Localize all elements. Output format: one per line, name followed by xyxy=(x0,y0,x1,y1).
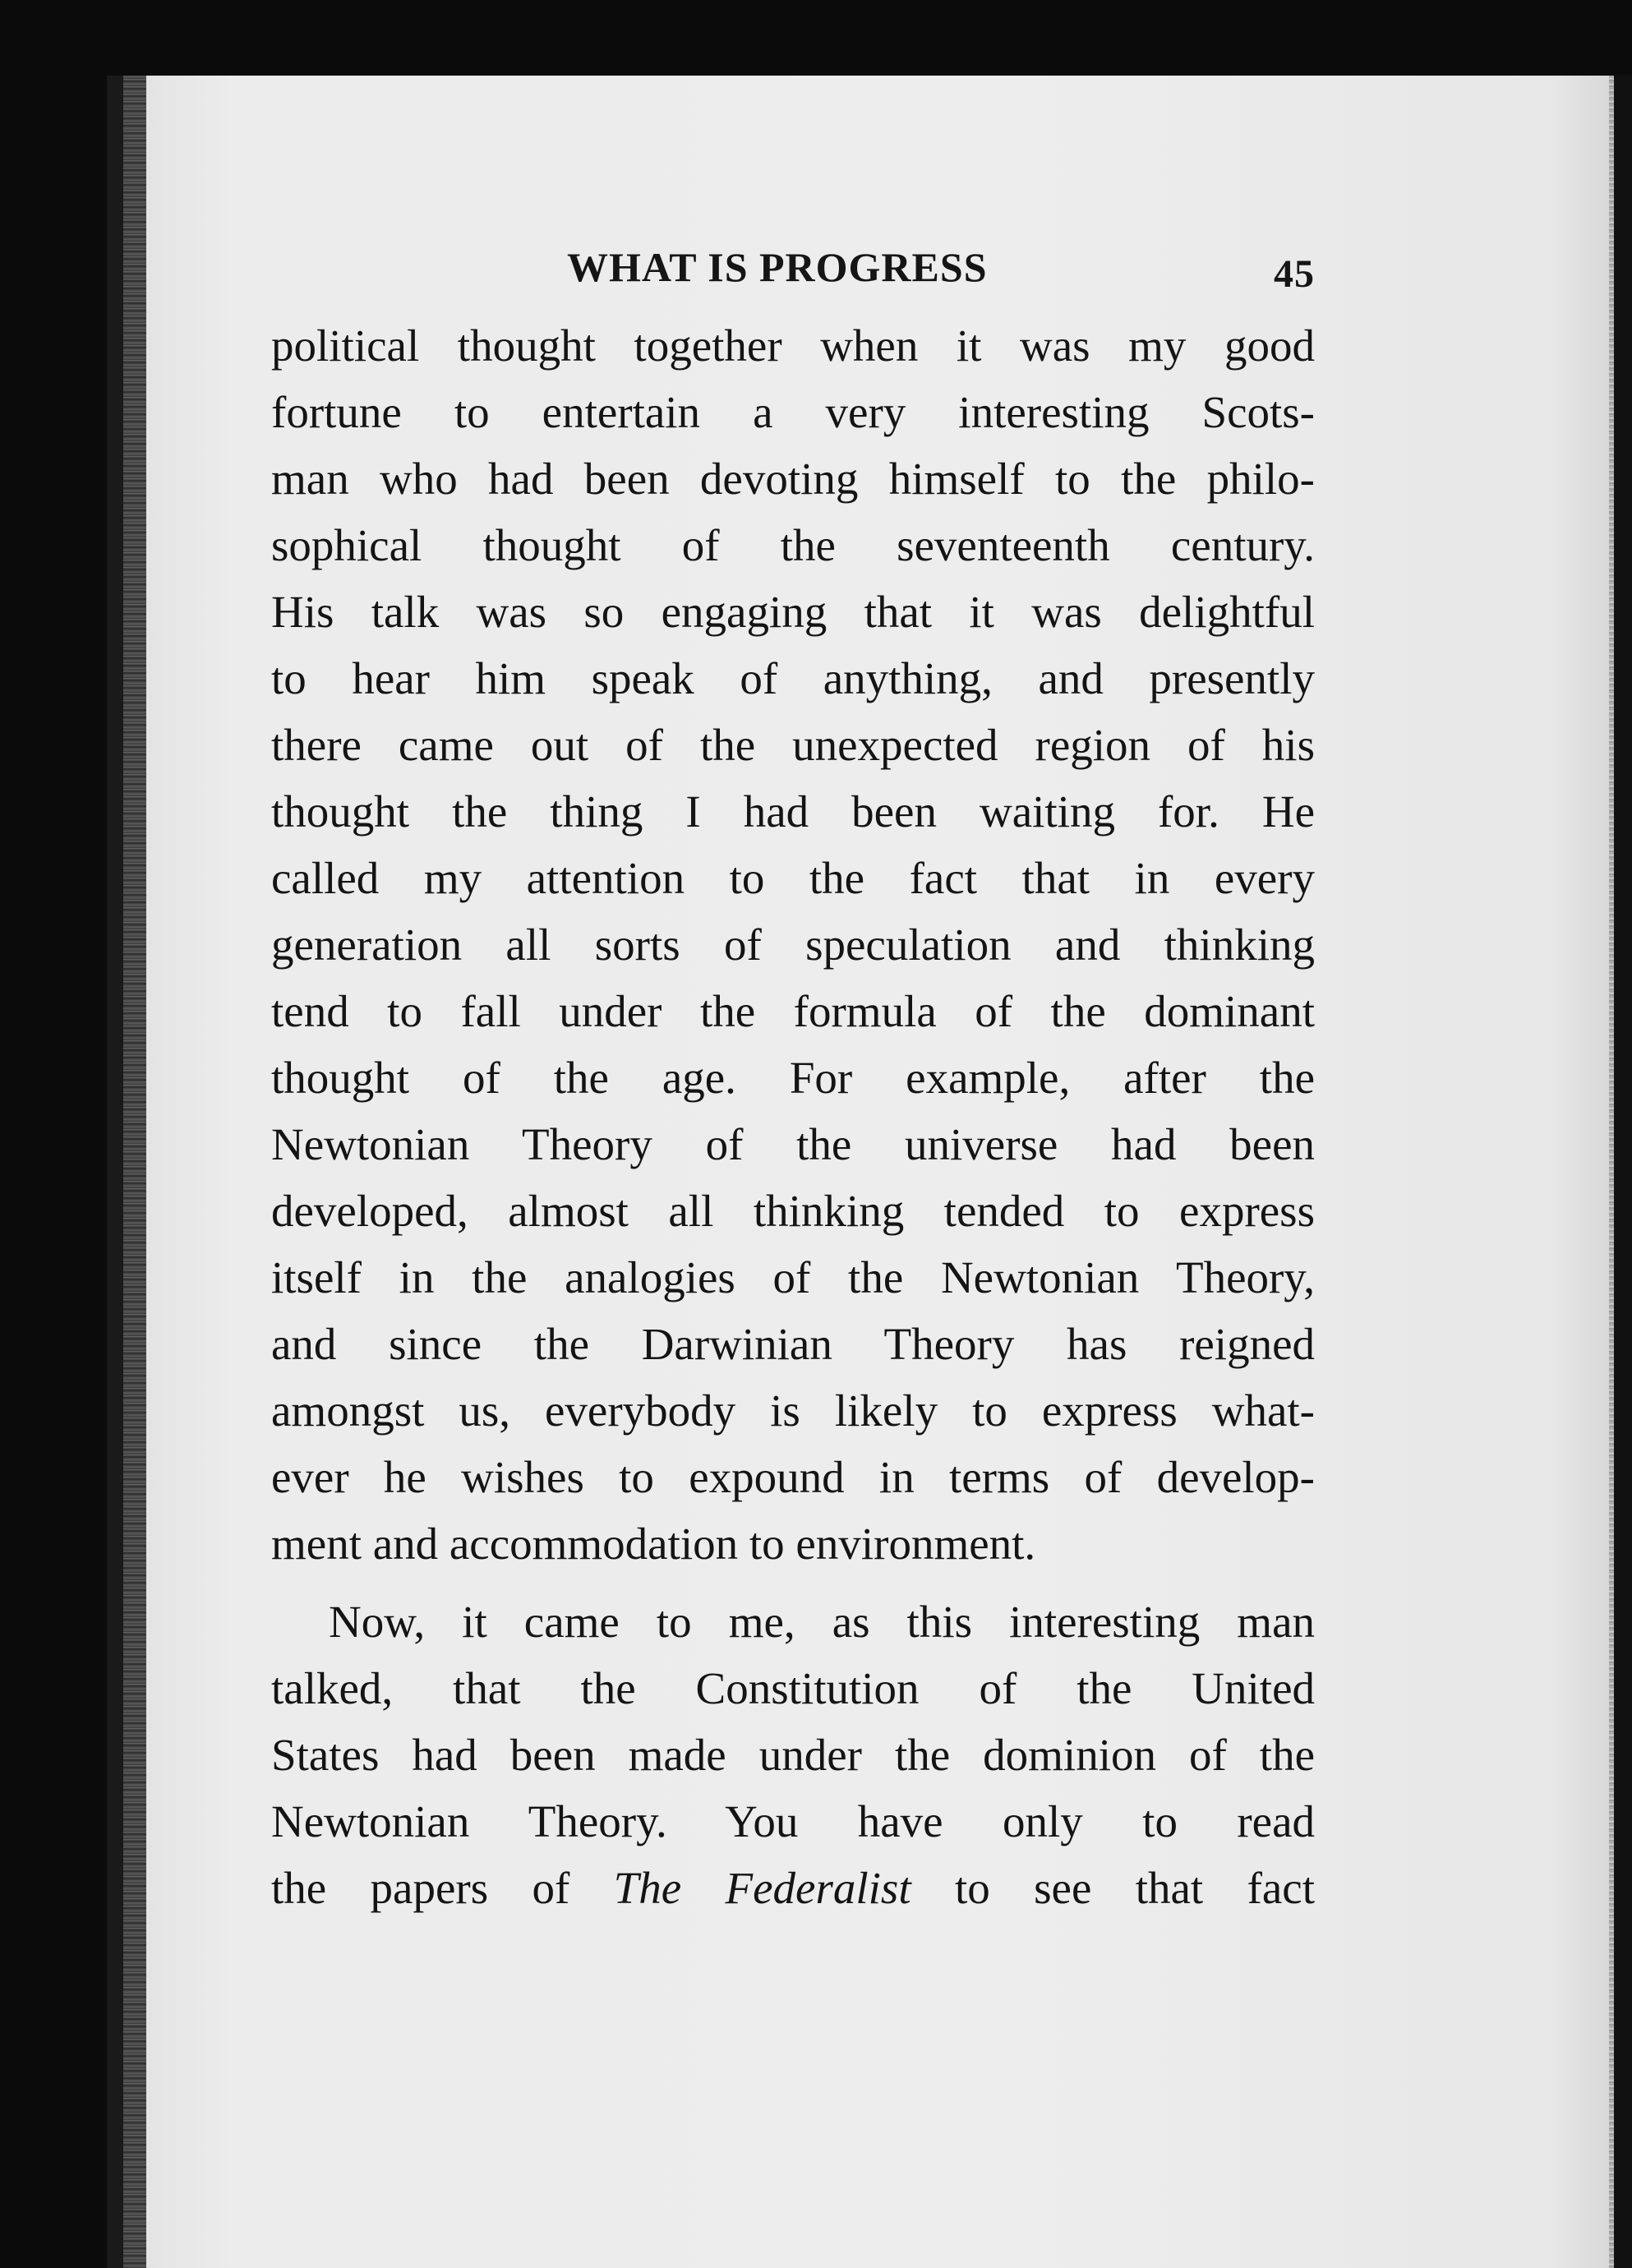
text-line: thought the thing I had been waiting for. He xyxy=(271,786,1315,837)
text-segment: to see that fact xyxy=(911,1863,1316,1913)
text-line: ever he wishes to expound in terms of develop- xyxy=(271,1452,1315,1502)
page-number: 45 xyxy=(1274,252,1315,296)
text-line: ment and accommodation to environment. xyxy=(271,1519,1036,1569)
body-text xyxy=(271,312,1315,1921)
text-line: Now, it came to me, as this interesting man xyxy=(329,1597,1315,1647)
text-line: States had been made under the dominion of the xyxy=(271,1730,1315,1780)
text-line: man who had been devoting himself to the philo- xyxy=(271,454,1315,504)
running-head xyxy=(296,243,1323,309)
text-line: amongst us, everybody is likely to express what- xyxy=(271,1385,1315,1436)
text-line: thought of the age. For example, after the xyxy=(271,1053,1315,1103)
text-line xyxy=(271,1855,1315,1921)
text-line: Newtonian Theory. You have only to read xyxy=(271,1796,1315,1846)
text-line: and since the Darwinian Theory has reigned xyxy=(271,1319,1315,1369)
text-line: political thought together when it was my good xyxy=(271,320,1315,371)
text-line: called my attention to the fact that in every xyxy=(271,853,1315,903)
text-line: His talk was so engaging that it was delightful xyxy=(271,587,1315,637)
text-line: tend to fall under the formula of the dominant xyxy=(271,986,1315,1036)
binding-edge xyxy=(123,76,148,2268)
text-line: fortune to entertain a very interesting Scots- xyxy=(271,387,1315,437)
text-line: talked, that the Constitution of the United xyxy=(271,1663,1315,1713)
scan-border xyxy=(1614,76,1632,2268)
paragraph xyxy=(271,1588,1315,1921)
italic-title: The Federalist xyxy=(613,1863,911,1913)
text-line: generation all sorts of speculation and thinking xyxy=(271,920,1315,970)
paragraph xyxy=(271,312,1315,1577)
text-line: to hear him speak of anything, and presently xyxy=(271,653,1315,703)
text-line: Newtonian Theory of the universe had been xyxy=(271,1119,1315,1169)
paragraph-gap xyxy=(271,1577,1315,1588)
text-line: there came out of the unexpected region of his xyxy=(271,720,1315,770)
text-line: itself in the analogies of the Newtonian Theory, xyxy=(271,1252,1315,1302)
text-line: developed, almost all thinking tended to express xyxy=(271,1186,1315,1236)
text-segment: the papers of xyxy=(271,1863,614,1913)
running-title: WHAT IS PROGRESS xyxy=(567,244,988,290)
binding-shadow xyxy=(107,76,125,2268)
text-line: sophical thought of the seventeenth century. xyxy=(271,520,1315,570)
